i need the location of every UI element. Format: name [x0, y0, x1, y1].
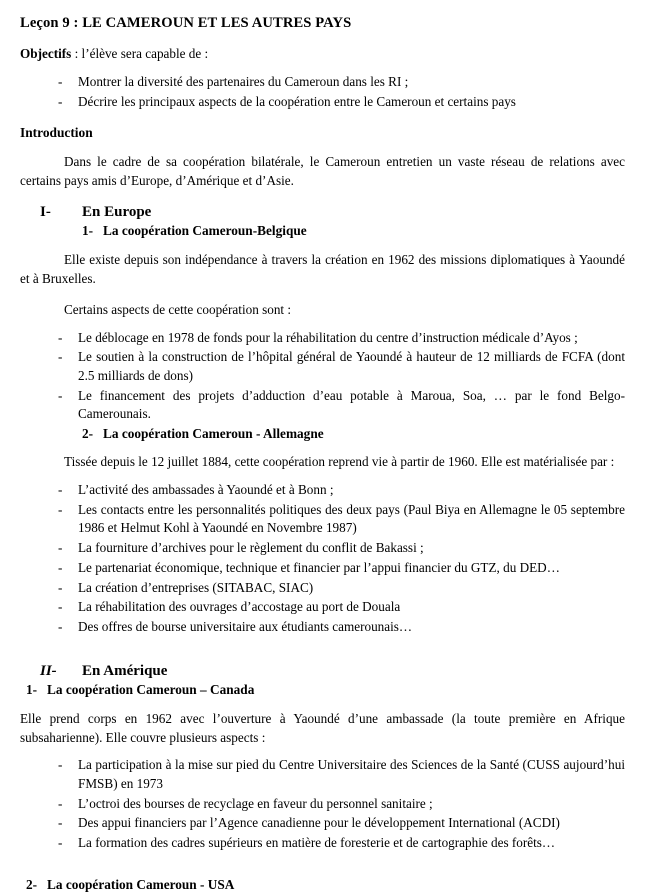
belgique-paragraph-1: Elle existe depuis son indépendance à travers la création en 1962 des missions diplomatiques à Yaoundé et à Bruxelles.: [20, 252, 625, 287]
bullet-dash-icon: -: [58, 481, 63, 497]
subsection-numeral: 2-: [82, 426, 94, 442]
list-item-text: Le partenariat économique, technique et financier par l’appui financier du GTZ, du DED…: [78, 559, 560, 575]
heading-subsection-canada: [20, 682, 625, 698]
list-item: [20, 329, 625, 348]
bullet-dash-icon: -: [58, 795, 63, 811]
list-item-text: L’octroi des bourses de recyclage en faveur du personnel sanitaire ;: [78, 795, 433, 811]
bullet-dash-icon: -: [58, 757, 63, 773]
bullet-dash-icon: -: [58, 835, 63, 851]
list-item: [20, 348, 625, 385]
allemagne-bullet-list: [20, 481, 625, 637]
list-item-text: Les contacts entre les personnalités politiques des deux pays (Paul Biya en Allemagne le 05 septembre 1986 et Helmut Kohl à Yaoundé en Novembre 1987): [78, 501, 625, 536]
heading-section-europe: [20, 204, 625, 221]
bullet-dash-icon: -: [58, 599, 63, 615]
list-item: [20, 387, 625, 424]
section-numeral: I-: [40, 204, 51, 221]
list-item: [20, 539, 625, 558]
bullet-dash-icon: -: [58, 815, 63, 831]
list-item: [20, 501, 625, 538]
list-item: [20, 73, 625, 92]
list-item: [20, 834, 625, 853]
list-item-text: L’activité des ambassades à Yaoundé et à Bonn ;: [78, 481, 334, 497]
bullet-dash-icon: -: [58, 329, 63, 345]
heading-subsection-usa: [20, 877, 625, 893]
list-item-text: Décrire les principaux aspects de la coopération entre le Cameroun et certains pays: [78, 94, 516, 110]
canada-paragraph-1: Elle prend corps en 1962 avec l’ouverture à Yaoundé d’une ambassade (la toute première en Afrique subsaharienne). Elle couvre plusieurs aspects :: [20, 710, 625, 745]
objectives-line: [20, 45, 625, 62]
subsection-numeral: 1-: [26, 681, 38, 697]
list-item-text: Des appui financiers par l’Agence canadienne pour le développement International (ACDI): [78, 815, 560, 831]
list-item-text: Le déblocage en 1978 de fonds pour la réhabilitation du centre d’instruction médicale d’Ayos ;: [78, 329, 578, 345]
subsection-numeral: 1-: [82, 223, 94, 239]
list-item: [20, 481, 625, 500]
bullet-dash-icon: -: [58, 619, 63, 635]
list-item: [20, 795, 625, 814]
section-title: En Amérique: [82, 662, 168, 679]
bullet-dash-icon: -: [58, 501, 63, 517]
list-item: [20, 93, 625, 112]
list-item: [20, 598, 625, 617]
heading-section-amerique: [20, 663, 625, 680]
section-title: En Europe: [82, 204, 152, 221]
bullet-dash-icon: -: [58, 387, 63, 403]
list-item-text: La fourniture d’archives pour le règlement du conflit de Bakassi ;: [78, 540, 424, 556]
heading-subsection-belgique: [20, 223, 625, 239]
objectives-label: Objectifs: [20, 46, 72, 62]
list-item: [20, 579, 625, 598]
subsection-title: La coopération Cameroun – Canada: [47, 681, 255, 697]
bullet-dash-icon: -: [58, 94, 63, 110]
belgique-paragraph-2: Certains aspects de cette coopération sont :: [64, 301, 292, 317]
bullet-dash-icon: -: [58, 559, 63, 575]
subsection-title: La coopération Cameroun - USA: [47, 876, 235, 892]
bullet-dash-icon: -: [58, 579, 63, 595]
list-item: [20, 814, 625, 833]
objectives-intro: : l’élève sera capable de :: [71, 46, 209, 62]
list-item-text: La formation des cadres supérieurs en matière de foresterie et de cartographie des forêts…: [78, 835, 556, 851]
list-item: [20, 618, 625, 637]
bullet-dash-icon: -: [58, 74, 63, 90]
page-title: Leçon 9 : LE CAMEROUN ET LES AUTRES PAYS: [20, 15, 352, 31]
list-item-text: Le soutien à la construction de l’hôpital général de Yaoundé à hauteur de 12 milliards de FCFA (dont 2.5 milliards de dons): [78, 349, 625, 383]
subsection-title: La coopération Cameroun-Belgique: [103, 223, 307, 239]
bullet-dash-icon: -: [58, 540, 63, 556]
heading-subsection-allemagne: [20, 426, 625, 442]
objectives-list: [20, 73, 625, 111]
list-item-text: Des offres de bourse universitaire aux étudiants camerounais…: [78, 619, 413, 635]
list-item: [20, 559, 625, 578]
bullet-dash-icon: -: [58, 349, 63, 365]
list-item-text: La création d’entreprises (SITABAC, SIAC): [78, 579, 314, 595]
canada-bullet-list: [20, 756, 625, 853]
list-item-text: Le financement des projets d’adduction d’eau potable à Maroua, Soa, … par le fond Belgo-Camerounais.: [78, 387, 625, 422]
introduction-paragraph: Dans le cadre de sa coopération bilatérale, le Cameroun entretien un vaste réseau de relations avec certains pays amis d’Europe, d’Amérique et d’Asie.: [20, 153, 625, 188]
introduction-heading: Introduction: [20, 124, 93, 140]
section-numeral: II-: [40, 662, 57, 679]
subsection-title: La coopération Cameroun - Allemagne: [103, 426, 324, 442]
allemagne-paragraph-1: Tissée depuis le 12 juillet 1884, cette coopération reprend vie à partir de 1960. Elle est matérialisée par :: [64, 454, 615, 470]
belgique-bullet-list: [20, 329, 625, 425]
list-item-text: La réhabilitation des ouvrages d’accostage au port de Douala: [78, 599, 401, 615]
list-item-text: La participation à la mise sur pied du Centre Universitaire des Sciences de la Santé (CUSS aujourd’hui FMSB) en 1973: [78, 757, 625, 792]
list-item: [20, 756, 625, 793]
subsection-numeral: 2-: [26, 876, 38, 892]
list-item-text: Montrer la diversité des partenaires du Cameroun dans les RI ;: [78, 74, 409, 90]
